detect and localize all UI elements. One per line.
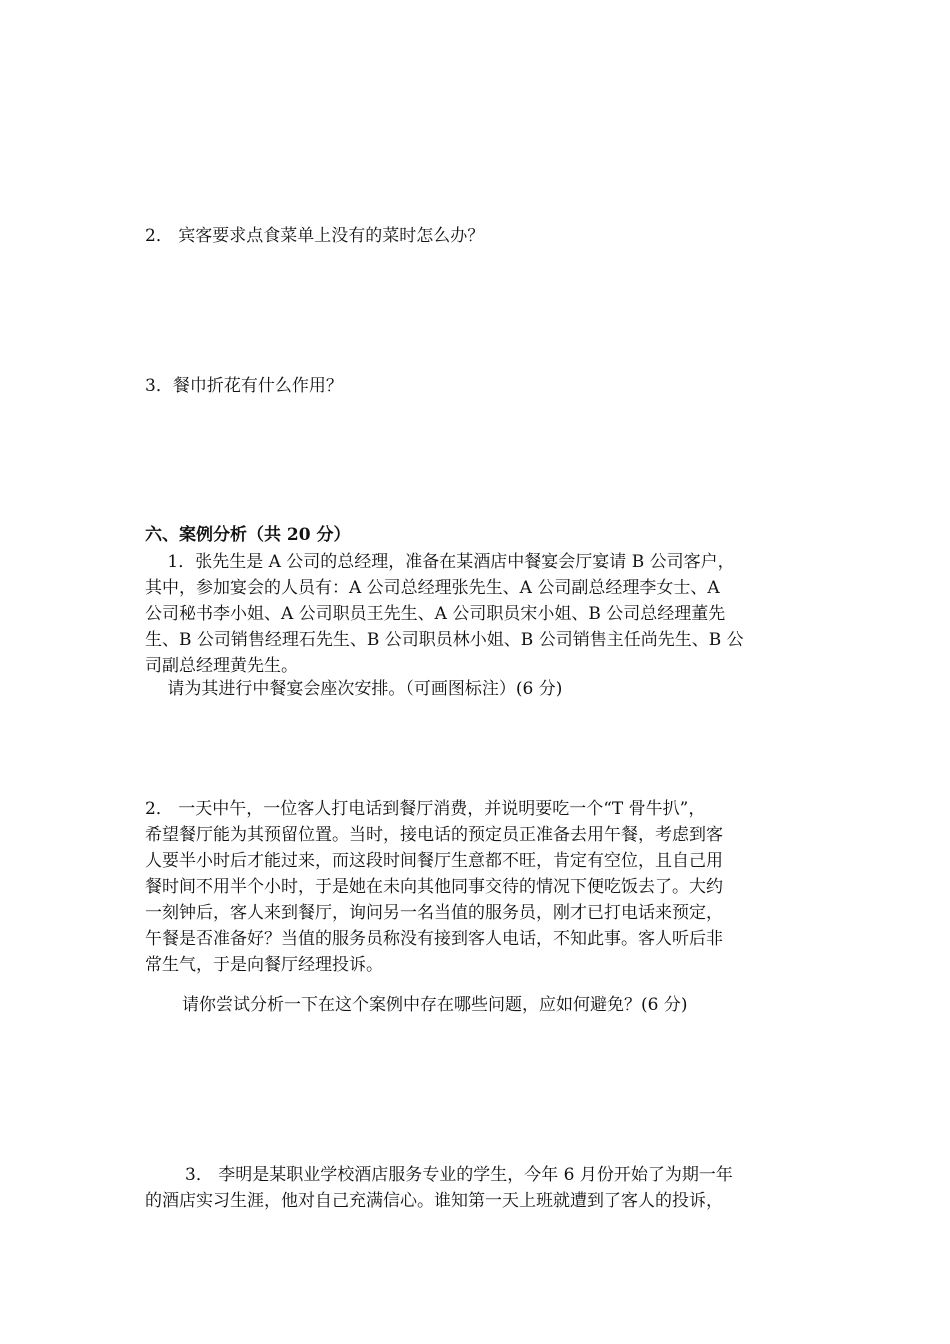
- case-2-line: 希望餐厅能为其预留位置。当时，接电话的预定员正准备去用午餐，考虑到客: [145, 825, 723, 845]
- case-1-task: 请为其进行中餐宴会座次安排。（可画图标注）(6 分): [145, 679, 563, 699]
- case-1-line: 公司秘书李小姐、A 公司职员王先生、A 公司职员宋小姐、B 公司总经理董先: [145, 604, 726, 624]
- question-3: 3．餐巾折花有什么作用？: [145, 376, 343, 396]
- case-1-line: 其中，参加宴会的人员有：A 公司总经理张先生、A 公司副总经理李女士、A: [145, 578, 720, 598]
- case-1-line: 生、B 公司销售经理石先生、B 公司职员林小姐、B 公司销售主任尚先生、B 公: [145, 630, 744, 650]
- question-2: 2． 宾客要求点食菜单上没有的菜时怎么办？: [145, 226, 485, 246]
- section-6-heading: 六、案例分析（共 20 分）: [145, 525, 351, 545]
- case-2-task: 请你尝试分析一下在这个案例中存在哪些问题，应如何避免？(6 分): [182, 995, 688, 1015]
- case-2-line: 餐时间不用半个小时，于是她在未向其他同事交待的情况下便吃饭去了。大约: [145, 877, 723, 897]
- case-2-line: 午餐是否准备好？当值的服务员称没有接到客人电话，不知此事。客人听后非: [145, 929, 723, 949]
- case-2-line: 2． 一天中午，一位客人打电话到餐厅消费，并说明要吃一个“T 骨牛扒”，: [145, 799, 706, 819]
- case-2-line: 常生气，于是向餐厅经理投诉。: [145, 955, 383, 975]
- case-2-line: 人要半小时后才能过来，而这段时间餐厅生意都不旺，肯定有空位，且自己用: [145, 851, 723, 871]
- case-3-line: 的酒店实习生涯，他对自己充满信心。谁知第一天上班就遭到了客人的投诉，: [145, 1191, 723, 1211]
- case-1-line: 1．张先生是 A 公司的总经理，准备在某酒店中餐宴会厅宴请 B 公司客户，: [145, 552, 735, 572]
- case-1-line: 司副总经理黄先生。: [145, 656, 298, 676]
- case-3-line: 3． 李明是某职业学校酒店服务专业的学生，今年 6 月份开始了为期一年: [185, 1165, 733, 1185]
- case-2-line: 一刻钟后，客人来到餐厅，询问另一名当值的服务员，刚才已打电话来预定，: [145, 903, 723, 923]
